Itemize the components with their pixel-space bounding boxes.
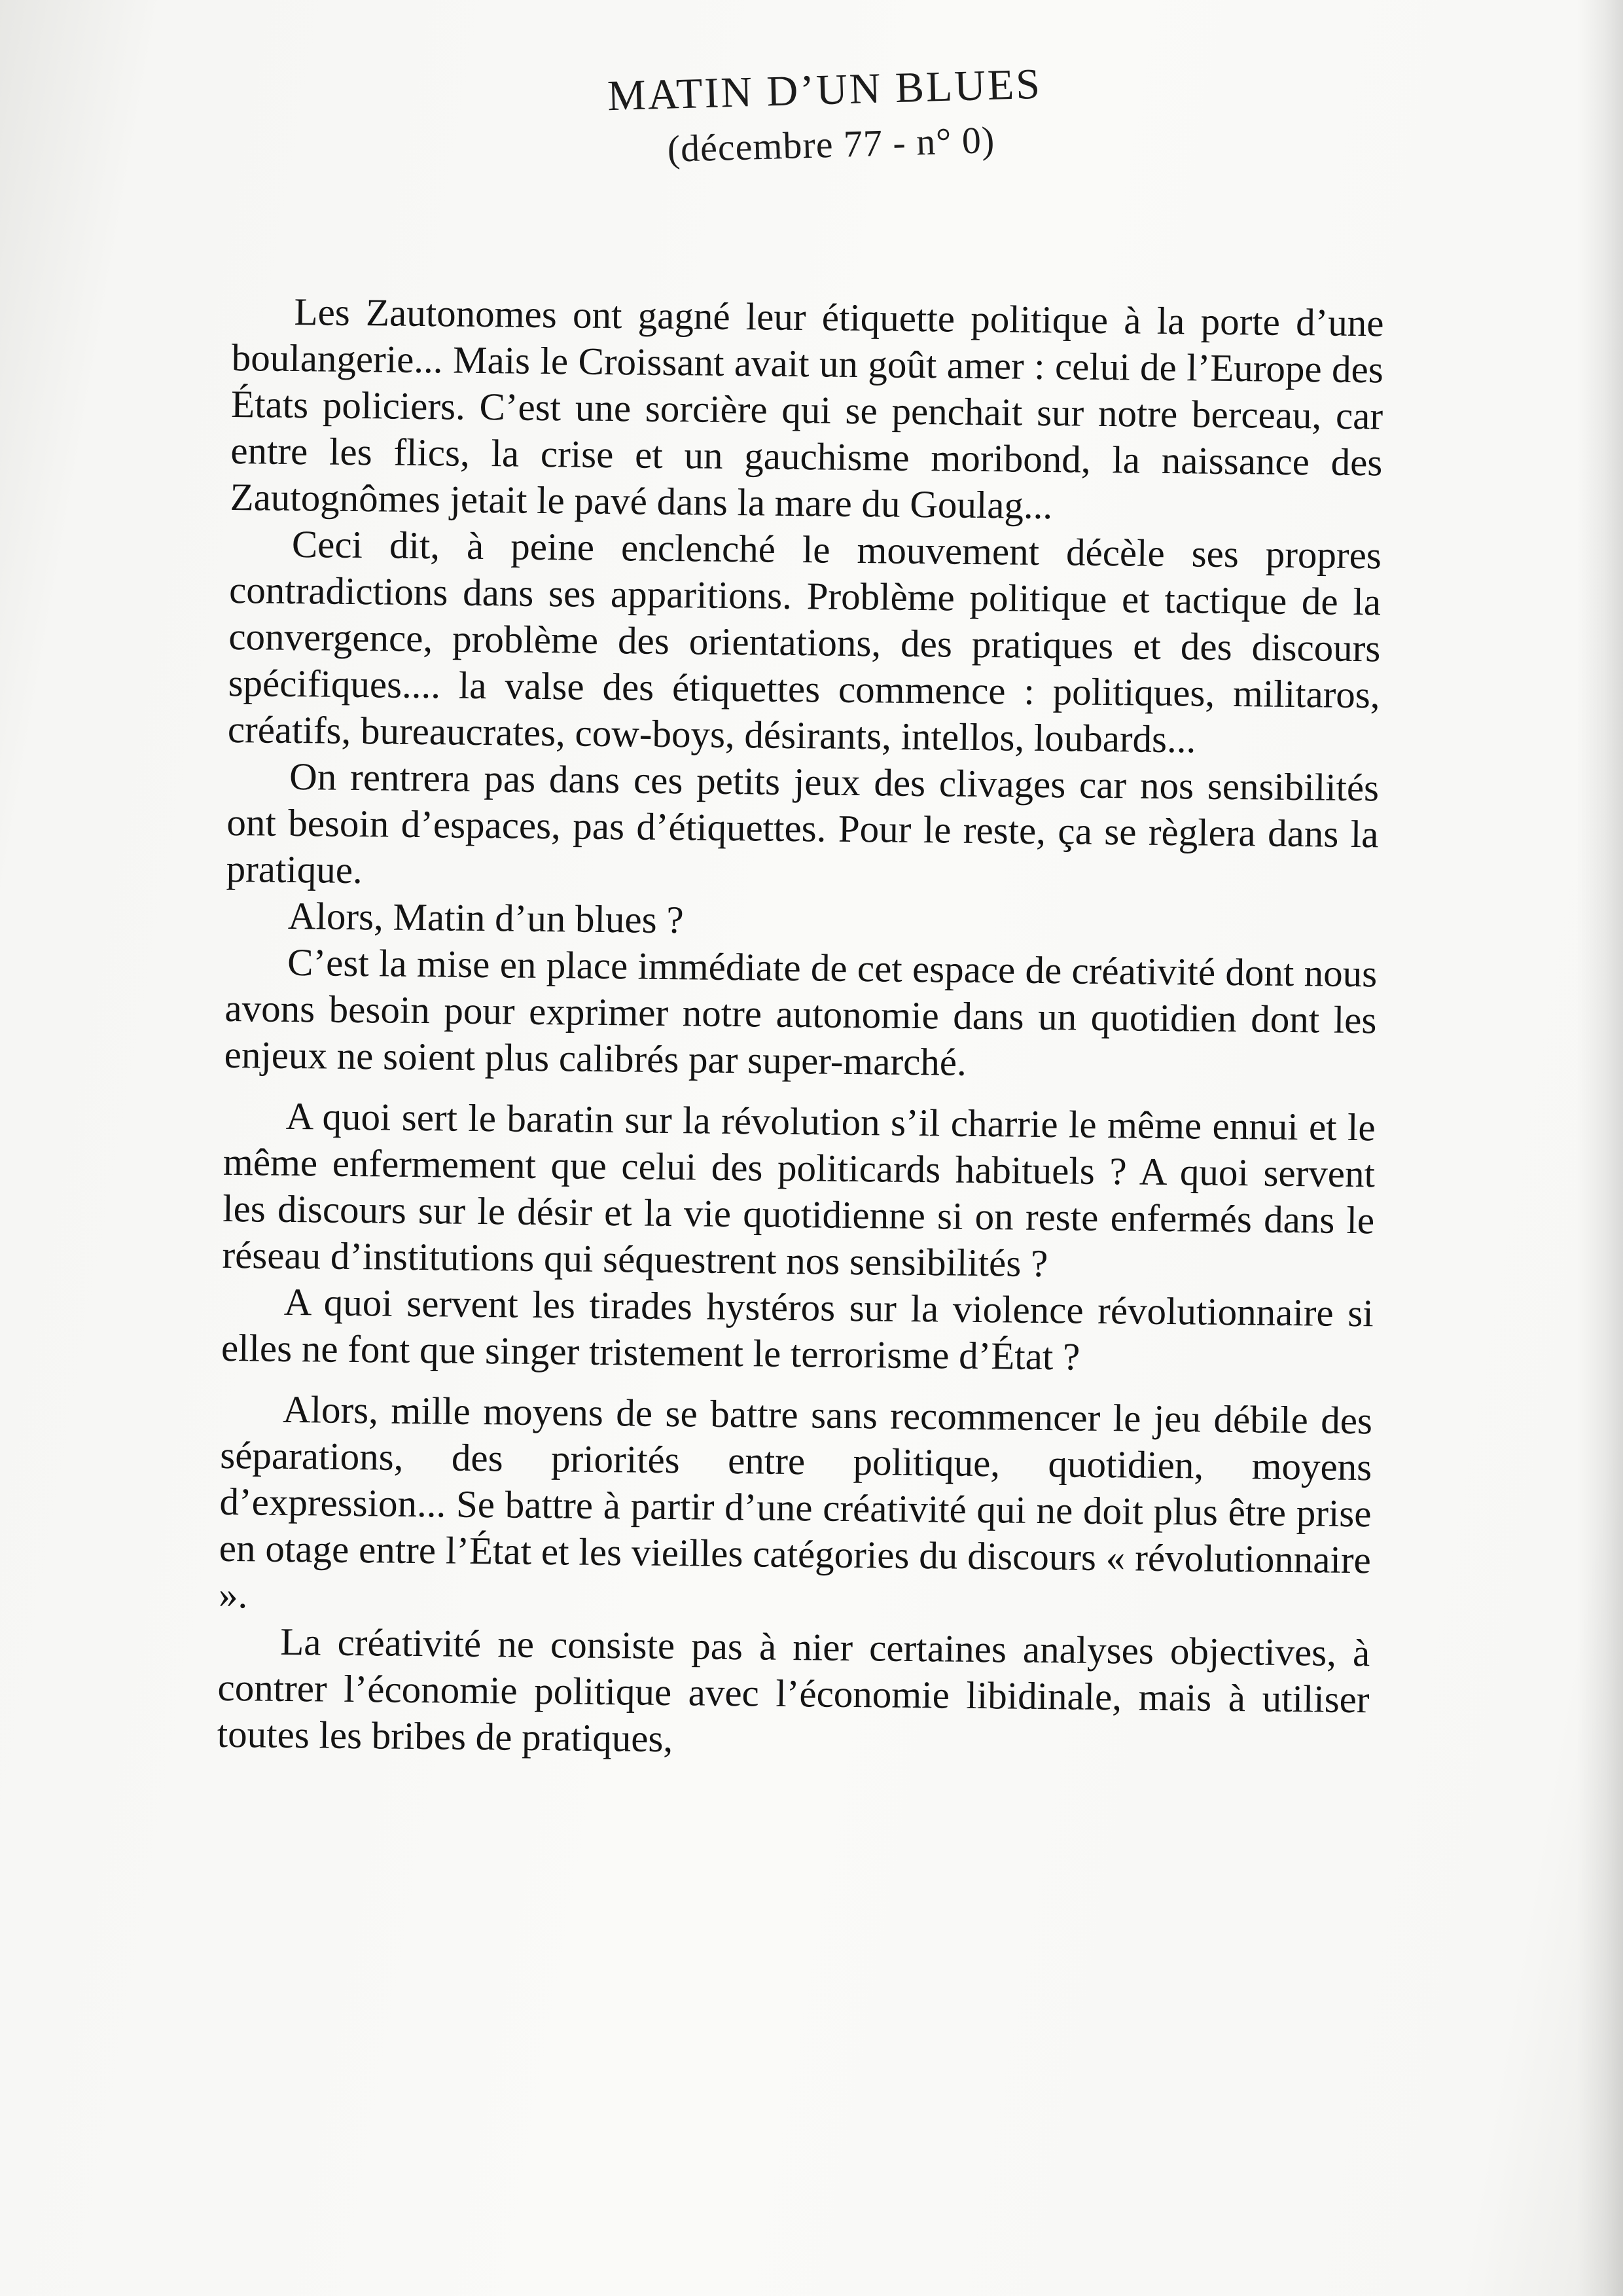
paragraph-8: Alors, mille moyens de se battre sans recommencer le jeu débile des séparations, des priorités entre politique, quotidien, moyens d’expression... Se battre à partir d’une créativité qui ne doit plus être prise en otage entre l’État et les vieilles catégories du discours « révolutionnaire ». [218, 1387, 1373, 1617]
paragraph-3: On rentrera pas dans ces petits jeux des clivages car nos sensibilités ont besoin d’espaces, pas d’étiquettes. Pour le reste, ça se règlera dans la pratique. [226, 754, 1380, 892]
paragraph-2: Ceci dit, à peine enclenché le mouvement décèle ses propres contradictions dans ses apparitions. Problème politique et tactique de la convergence, problème des orientations, des pratiques et des discours spécifiques.... la valse des étiquettes commence : politiques, militaros, créatifs, bureaucrates, cow-boys, désirants, intellos, loubards... [227, 522, 1382, 761]
title-block [0, 62, 1623, 171]
paragraph-9: La créativité ne consiste pas à nier certaines analyses objectives, à contrer l’économie politique avec l’économie libidinale, mais à utiliser toutes les bribes de pratiques, [217, 1619, 1370, 1761]
page-subtitle: (décembre 77 - n° 0) [666, 118, 996, 170]
article-body [217, 288, 1383, 1769]
paragraph-4: Alors, Matin d’un blues ? [287, 893, 684, 942]
paragraph-7: A quoi servent les tirades hystéros sur la violence révolutionnaire si elles ne font que singer tristement le terrorisme d’État ? [221, 1280, 1374, 1378]
paragraph-1: Les Zautonomes ont gagné leur étiquette politique à la porte d’une boulangerie... Mais le Croissant avait un goût amer : celui de l’Europe des États policiers. C’est une sorcière qui se penchait sur notre berceau, car entre les flics, la crise et un gauchisme moribond, la naissance des Zautognômes jetait le pavé dans la mare du Goulag... [230, 289, 1384, 528]
page-edge-shadow [1577, 0, 1623, 2296]
page-title: MATIN D’UN BLUES [607, 60, 1043, 120]
paragraph-5: C’est la mise en place immédiate de cet espace de créativité dont nous avons besoin pour exprimer notre autonomie dans un quotidien dont les enjeux ne soient plus calibrés par super-marché. [224, 940, 1378, 1084]
paragraph-6: A quoi sert le baratin sur la révolution s’il charrie le même ennui et le même enfermement que celui des politicards habituels ? A quoi servent les discours sur le désir et la vie quotidienne si on reste enfermés dans le réseau d’institutions qui séquestrent nos sensibilités ? [222, 1094, 1376, 1285]
